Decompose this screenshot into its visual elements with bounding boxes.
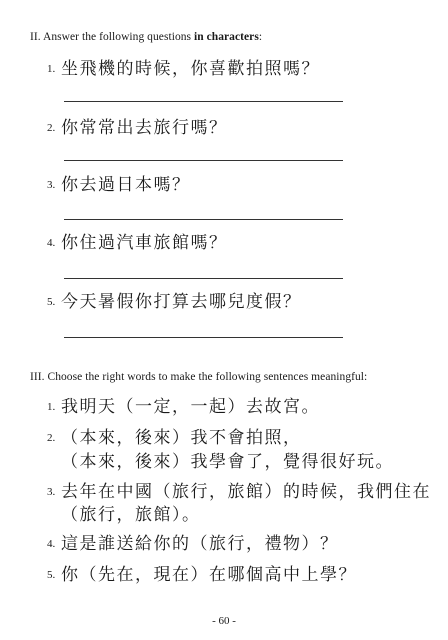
answer-line-3[interactable] bbox=[64, 219, 343, 220]
sentence-text: 去年在中國（旅行，旅館）的時候，我們住在 bbox=[61, 482, 431, 502]
section-2-heading bbox=[30, 31, 262, 43]
sentence-1 bbox=[47, 396, 320, 418]
question-number: 1. bbox=[47, 63, 56, 75]
section-2-heading-suffix: : bbox=[258, 31, 263, 43]
sentence-text: 你（先在，現在）在哪個高中上學？ bbox=[61, 565, 357, 585]
sentence-2 bbox=[47, 427, 302, 449]
question-2 bbox=[47, 117, 228, 139]
sentence-text: 這是誰送給你的（旅行，禮物）？ bbox=[61, 534, 339, 554]
sentence-4 bbox=[47, 533, 339, 555]
sentence-number: 4. bbox=[47, 538, 56, 550]
sentence-2-line-2: （本來，後來）我學會了，覺得很好玩。 bbox=[61, 452, 394, 472]
answer-line-1[interactable] bbox=[64, 101, 343, 102]
question-number: 5. bbox=[47, 296, 56, 308]
sentence-text: （本來，後來）我不會拍照， bbox=[61, 428, 302, 448]
question-text: 坐飛機的時候，你喜歡拍照嗎？ bbox=[61, 59, 320, 79]
question-text: 你常常出去旅行嗎？ bbox=[61, 118, 228, 138]
question-text: 今天暑假你打算去哪兒度假？ bbox=[61, 292, 302, 312]
question-number: 4. bbox=[47, 237, 56, 249]
question-4 bbox=[47, 232, 228, 254]
question-text: 你住過汽車旅館嗎？ bbox=[61, 233, 228, 253]
question-1 bbox=[47, 58, 320, 80]
section-2-heading-prefix: II. Answer the following questions bbox=[30, 31, 195, 43]
answer-line-4[interactable] bbox=[64, 278, 343, 279]
question-number: 2. bbox=[47, 122, 56, 134]
sentence-number: 3. bbox=[47, 486, 56, 498]
section-3-heading: III. Choose the right words to make the following sentences meaningful: bbox=[30, 371, 368, 383]
question-3 bbox=[47, 174, 191, 196]
question-text: 你去過日本嗎？ bbox=[61, 175, 191, 195]
sentence-number: 2. bbox=[47, 432, 56, 444]
answer-line-2[interactable] bbox=[64, 160, 343, 161]
question-number: 3. bbox=[47, 179, 56, 191]
answer-line-5[interactable] bbox=[64, 337, 343, 338]
sentence-number: 1. bbox=[47, 401, 56, 413]
question-5 bbox=[47, 291, 302, 313]
section-2-heading-bold: in characters bbox=[194, 31, 259, 43]
sentence-3 bbox=[47, 481, 431, 503]
sentence-5 bbox=[47, 564, 357, 586]
sentence-3-line-2: （旅行，旅館）。 bbox=[61, 505, 201, 525]
sentence-number: 5. bbox=[47, 569, 56, 581]
sentence-text: 我明天（一定，一起）去故宮。 bbox=[61, 397, 320, 417]
page-number: - 60 - bbox=[212, 615, 236, 627]
